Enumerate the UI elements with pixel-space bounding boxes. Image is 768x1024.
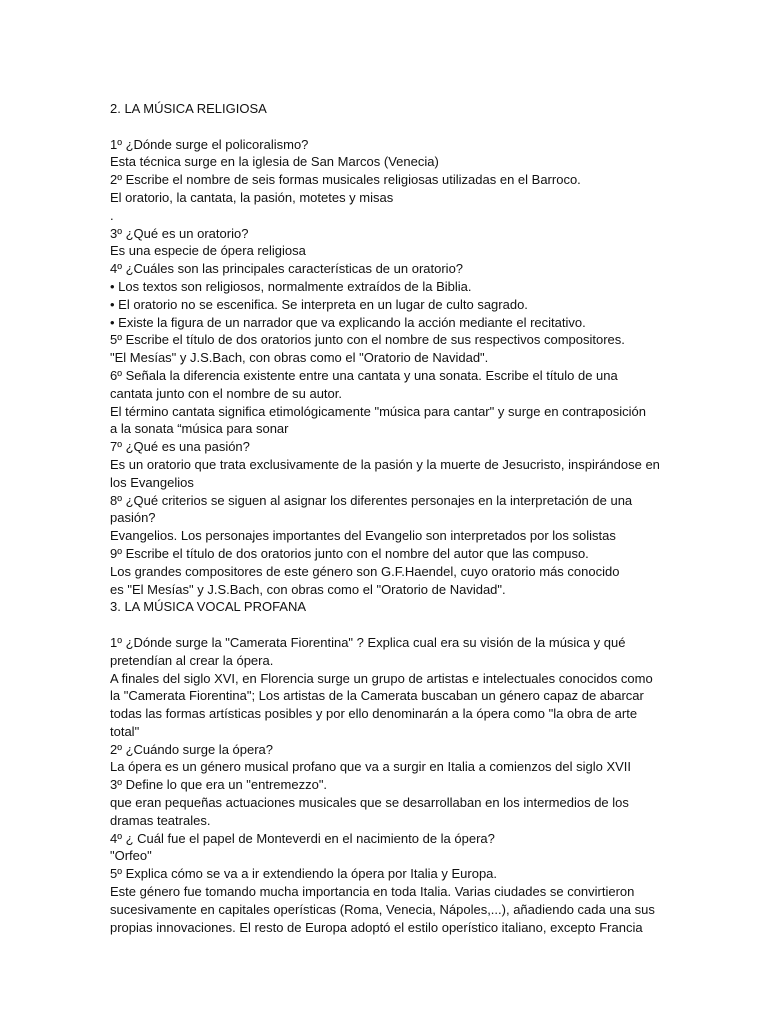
text-line: Es un oratorio que trata exclusivamente de la pasión y la muerte de Jesucristo, inspirándose en: [110, 456, 660, 472]
text-line: 7º ¿Qué es una pasión?: [110, 439, 250, 455]
text-line: El oratorio, la cantata, la pasión, motetes y misas: [110, 189, 394, 205]
text-line: propias innovaciones. El resto de Europa adoptó el estilo operístico italiano, excepto Francia: [110, 919, 643, 935]
text-line: la "Camerata Fiorentina"; Los artistas de la Camerata buscaban un género capaz de abarcar: [110, 688, 644, 704]
text-line: 9º Escribe el título de dos oratorios junto con el nombre del autor que las compuso.: [110, 545, 589, 561]
text-line: 3º Define lo que era un "entremezzo".: [110, 777, 328, 793]
text-line: A finales del siglo XVI, en Florencia surge un grupo de artistas e intelectuales conocidos como: [110, 670, 653, 686]
document-page: [110, 100, 750, 936]
text-line: Es una especie de ópera religiosa: [110, 243, 306, 259]
text-line: 3. LA MÚSICA VOCAL PROFANA: [110, 599, 307, 615]
text-line: pretendían al crear la ópera.: [110, 652, 274, 668]
blank-line: [110, 118, 750, 136]
text-line: 2. LA MÚSICA RELIGIOSA: [110, 101, 267, 116]
text-line: 4º ¿ Cuál fue el papel de Monteverdi en el nacimiento de la ópera?: [110, 830, 495, 846]
text-line: .: [110, 207, 114, 223]
text-line: • Los textos son religiosos, normalmente extraídos de la Biblia.: [110, 278, 472, 294]
text-line: cantata junto con el nombre de su autor.: [110, 385, 342, 401]
text-line: La ópera es un género musical profano que va a surgir en Italia a comienzos del siglo XVII: [110, 759, 632, 775]
text-line: El término cantata significa etimológicamente "música para cantar" y surge en contraposición: [110, 403, 646, 419]
text-line: a la sonata “música para sonar: [110, 421, 289, 437]
text-line: Esta técnica surge en la iglesia de San Marcos (Venecia): [110, 154, 439, 170]
text-line: 2º ¿Cuándo surge la ópera?: [110, 741, 274, 757]
text-line: dramas teatrales.: [110, 812, 211, 828]
text-line: todas las formas artísticas posibles y por ello denominarán a la ópera como "la obra de arte: [110, 706, 638, 722]
text-line: • Existe la figura de un narrador que va explicando la acción mediante el recitativo.: [110, 314, 586, 330]
text-line: Este género fue tomando mucha importancia en toda Italia. Varias ciudades se convirtieron: [110, 884, 635, 900]
text-line: 6º Señala la diferencia existente entre una cantata y una sonata. Escribe el título de una: [110, 367, 618, 383]
text-line: 4º ¿Cuáles son las principales características de un oratorio?: [110, 261, 464, 277]
text-line: Evangelios. Los personajes importantes del Evangelio son interpretados por los solistas: [110, 528, 616, 544]
text-line: sucesivamente en capitales operísticas (Roma, Venecia, Nápoles,...), añadiendo cada una sus: [110, 901, 655, 917]
text-line: 1º ¿Dónde surge el policoralismo?: [110, 136, 309, 152]
text-line: "Orfeo": [110, 848, 152, 864]
text-line: 1º ¿Dónde surge la "Camerata Fiorentina" ? Explica cual era su visión de la música y qué: [110, 634, 626, 650]
text-line: total": [110, 723, 140, 739]
text-line: • El oratorio no se escenifica. Se interpreta en un lugar de culto sagrado.: [110, 296, 528, 312]
text-line: Los grandes compositores de este género son G.F.Haendel, cuyo oratorio más conocido: [110, 563, 620, 579]
text-line: 8º ¿Qué criterios se siguen al asignar los diferentes personajes en la interpretación de una: [110, 492, 633, 508]
text-line: que eran pequeñas actuaciones musicales que se desarrollaban en los intermedios de los: [110, 795, 629, 811]
text-line: pasión?: [110, 510, 156, 526]
text-line: 2º Escribe el nombre de seis formas musicales religiosas utilizadas en el Barroco.: [110, 172, 581, 188]
text-line: 3º ¿Qué es un oratorio?: [110, 225, 249, 241]
text-line: es "El Mesías" y J.S.Bach, con obras como el "Oratorio de Navidad".: [110, 581, 506, 597]
text-line: 5º Escribe el título de dos oratorios junto con el nombre de sus respectivos compositores.: [110, 332, 625, 348]
blank-line: [110, 616, 750, 634]
text-line: "El Mesías" y J.S.Bach, con obras como el "Oratorio de Navidad".: [110, 350, 489, 366]
text-line: los Evangelios: [110, 474, 194, 490]
text-line: 5º Explica cómo se va a ir extendiendo la ópera por Italia y Europa.: [110, 866, 498, 882]
